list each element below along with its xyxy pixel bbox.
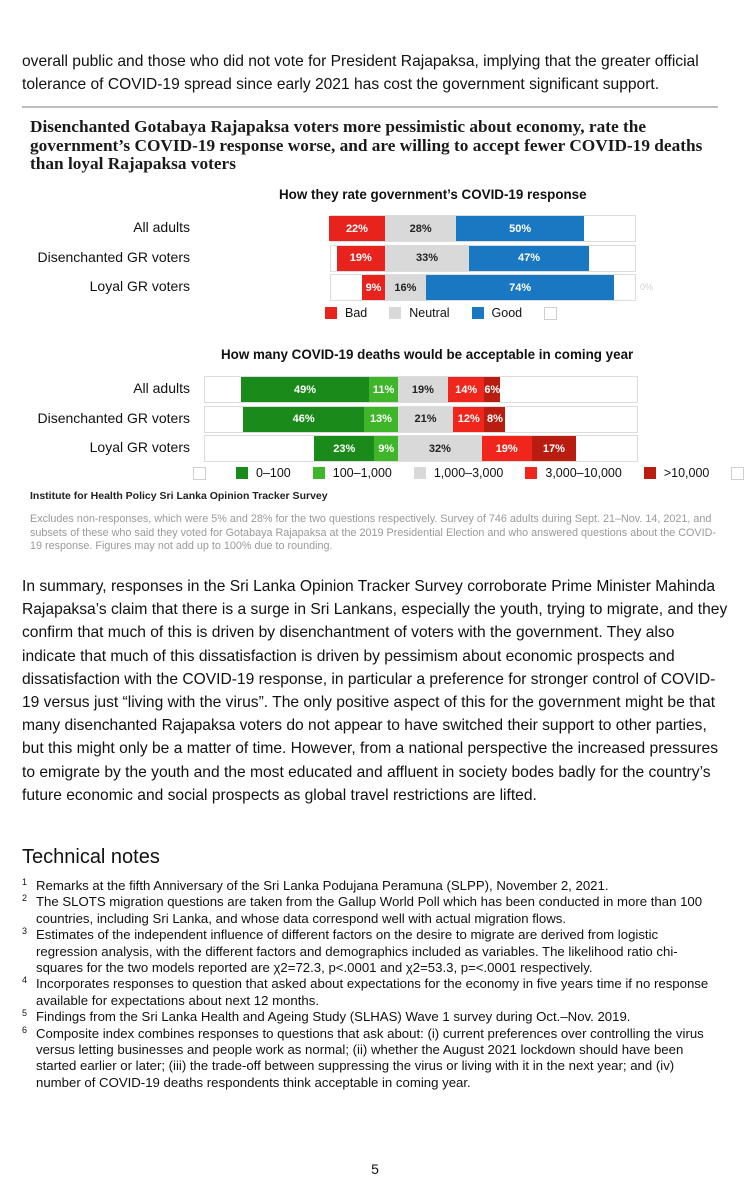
footnote-text: Findings from the Sri Lanka Health and Ageing Study (SLHAS) Wave 1 survey during Oct.–Nov. 2019. (36, 1009, 631, 1025)
footnote-number: 6 (22, 1024, 28, 1035)
footnote-text: Incorporates responses to question that asked about expectations for the economy in five years time if no response available for expectations about next 12 months. (36, 976, 709, 1008)
chart-legend (193, 466, 750, 480)
bar-row-frame (204, 376, 638, 403)
footnote-number: 2 (22, 893, 28, 904)
intro-paragraph: overall public and those who did not vote for President Rajapaksa, implying that the greater official tolerance of COVID-19 spread since early 2021 has cost the government significant support. (22, 53, 699, 94)
row-label: Loyal GR voters (89, 439, 190, 455)
bar-segment: 12% (453, 407, 484, 432)
legend-label: Neutral (409, 306, 450, 320)
footnote-text: Estimates of the independent influence of different factors on the desire to migrate are derived from logistic regression analysis, with the different factors and demographics included as variables. The likelihood ratio chi-squares for the two models reported are χ2=72.3, p<.0001 and χ2=53.3, p=<.0001 respectively. (36, 927, 678, 976)
legend-label: Good (491, 306, 523, 320)
technical-note (22, 1009, 722, 1025)
bar-segment: 16% (385, 275, 426, 300)
row-label: Disenchanted GR voters (37, 409, 190, 426)
bar-segment: 47% (469, 246, 589, 271)
chart-title: How they rate government’s COVID-19 response (279, 187, 587, 202)
legend-item (236, 466, 291, 480)
bar-segment: 9% (374, 436, 398, 461)
legend-label: 100–1,000 (332, 466, 392, 480)
technical-note (22, 976, 722, 1009)
chart-title: How many COVID-19 deaths would be acceptable in coming year (221, 347, 634, 362)
technical-note (22, 927, 722, 976)
footnote-number: 1 (22, 877, 28, 887)
legend-item (389, 306, 449, 320)
legend-swatch (389, 307, 401, 319)
chart-legend (325, 306, 587, 320)
footnote-text: Remarks at the fifth Anniversary of the Sri Lanka Podujana Peramuna (SLPP), November 2, 2021. (36, 878, 609, 893)
footnote-number: 3 (22, 926, 28, 937)
figure-title: Disenchanted Gotabaya Rajapaksa voters more pessimistic about economy, rate the government’s COVID-19 response worse, and are willing to accept fewer COVID-19 deaths than loyal Rajapaksa voters (30, 117, 703, 173)
bar-segment: 33% (385, 246, 469, 271)
bar-segment: 50% (456, 216, 584, 241)
row-label: All adults (133, 380, 190, 396)
bar-row-frame (204, 406, 638, 433)
footnote-text: Composite index combines responses to questions that ask about: (i) current preferences over controlling the virus versus letting businesses and people work as normal; (ii) whether the August 2021 lockdown should have been started earlier or later; (iii) the trade-off between suppressing the virus or living with it in the next year; and (iv) number of COVID-19 deaths respondents think acceptable in coming year. (36, 1025, 704, 1090)
legend-swatch (525, 467, 537, 479)
legend-item (325, 306, 367, 320)
bar-row-frame (204, 435, 638, 462)
legend-swatch (325, 307, 337, 319)
figure-top-rule (22, 106, 718, 108)
technical-note (22, 878, 722, 894)
bar-row-frame (330, 245, 636, 272)
row-label: Loyal GR voters (89, 278, 190, 294)
bar-segment: 22% (329, 216, 385, 241)
legend-empty-swatch (731, 467, 750, 480)
bar-segment: 14% (448, 377, 485, 402)
legend-label: Bad (345, 306, 368, 320)
bar-segment: 19% (337, 246, 385, 271)
legend-item (313, 466, 392, 480)
bar-segment: 23% (314, 436, 374, 461)
legend-label: 0–100 (256, 466, 291, 480)
bar-segment: 6% (484, 377, 500, 402)
legend-empty-swatch (544, 307, 565, 320)
figure-source: Institute for Health Policy Sri Lanka Opinion Tracker Survey (30, 490, 328, 502)
legend-label: >10,000 (663, 466, 710, 480)
legend-item (414, 466, 504, 480)
bar-segment: 28% (385, 216, 456, 241)
bar-row-frame (330, 274, 636, 301)
legend-swatch (414, 467, 426, 479)
row-label: All adults (133, 219, 190, 235)
legend-label: 3,000–10,000 (545, 466, 622, 480)
bar-segment: 19% (482, 436, 532, 461)
legend-swatch (472, 307, 484, 319)
bar-segment: 49% (241, 377, 369, 402)
technical-note (22, 894, 722, 927)
legend-item (472, 306, 523, 320)
technical-notes-heading: Technical notes (22, 846, 160, 868)
legend-item (644, 466, 710, 480)
footnote-number: 4 (22, 975, 28, 986)
bar-row-frame (330, 215, 636, 242)
bar-segment: 8% (484, 407, 505, 432)
summary-paragraph: In summary, responses in the Sri Lanka Opinion Tracker Survey corroborate Prime Minister Mahinda Rajapaksa’s claim that there is a surge in Sri Lankans, especially the youth, trying to migrate, and they confirm that much of this is driven by disenchantment of voters with the government. They also indicate that much of this dissatisfaction is driven by pessimism about economic prospects and dissatisfaction with the COVID-19 response, in particular a preference for stronger control of COVID-19 versus just “living with the virus”. The only positive aspect of this for the government might be that many disenchanted Rajapaksa voters do not appear to have switched their support to other parties, but this might only be a matter of time. However, from a national perspective the increased pressures to emigrate by the youth and the most educated and affluent in society bodes badly for the country’s future economic and social prospects as global travel restrictions are lifted. (22, 578, 728, 804)
footnote-text: The SLOTS migration questions are taken from the Gallup World Poll which has been conducted in more than 100 countries, including Sri Lanka, and whose data correspond well with actual migration flows. (36, 894, 703, 926)
technical-notes-list (22, 878, 722, 1091)
legend-swatch (313, 467, 325, 479)
page-number: 5 (371, 1161, 379, 1177)
faint-mark: 0% (640, 282, 654, 292)
legend-swatch (644, 467, 656, 479)
technical-note (22, 1026, 722, 1092)
bar-segment: 13% (364, 407, 398, 432)
bar-segment: 46% (243, 407, 364, 432)
bar-segment: 11% (369, 377, 398, 402)
legend-swatch (236, 467, 248, 479)
bar-segment: 74% (426, 275, 615, 300)
footnote-number: 5 (22, 1008, 28, 1019)
bar-segment: 32% (398, 436, 482, 461)
legend-item (525, 466, 621, 480)
figure-note: Excludes non-responses, which were 5% and 28% for the two questions respectively. Survey of 746 adults during Sept. 21–Nov. 14, 2021, and subsets of these who said they voted for Gotabaya Rajapaksa at the 2019 Presidential Election and who answered questions about the COVID-19 response. Figures may not add up to 100% due to rounding. (30, 513, 717, 552)
bar-segment: 9% (362, 275, 385, 300)
legend-empty-swatch (193, 467, 214, 480)
bar-segment: 17% (532, 436, 577, 461)
row-label: Disenchanted GR voters (37, 248, 190, 265)
legend-label: 1,000–3,000 (433, 466, 504, 480)
bar-segment: 21% (398, 407, 453, 432)
bar-segment: 19% (398, 377, 448, 402)
